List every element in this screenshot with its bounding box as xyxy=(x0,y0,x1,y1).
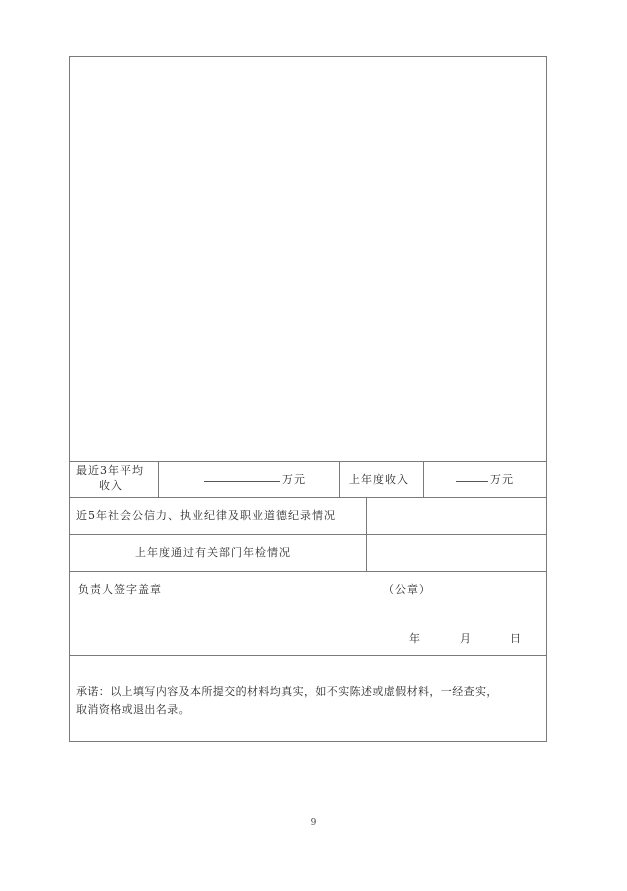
row-divider-signature-top xyxy=(70,571,546,572)
row-divider-credit-top xyxy=(70,497,546,498)
row-divider-inspection-top xyxy=(70,534,546,535)
avg-income-unit: 万元 xyxy=(282,473,306,486)
annual-inspection-label: 上年度通过有关部门年检情况 xyxy=(135,546,291,559)
col-divider-credit-inspection xyxy=(366,497,367,571)
credit-record-label: 近5年社会公信力、执业纪律及职业道德纪录情况 xyxy=(76,509,336,522)
last-year-income-label: 上年度收入 xyxy=(349,473,409,486)
date-year-label: 年 xyxy=(409,632,421,645)
last-year-income-unit: 万元 xyxy=(490,473,514,486)
pledge-text-line2: 取消资格或退出名录。 xyxy=(76,703,190,716)
signature-label: 负责人签字盖章 xyxy=(78,583,162,596)
row-divider-pledge-top xyxy=(70,655,546,656)
col-divider-income-3 xyxy=(423,461,424,497)
last-year-income-blank[interactable] xyxy=(456,481,488,482)
official-seal-label: （公章） xyxy=(383,583,431,596)
col-divider-income-2 xyxy=(339,461,340,497)
pledge-text-line1: 承诺：以上填写内容及本所提交的材料均真实，如不实陈述或虚假材料，一经查实， xyxy=(76,685,498,698)
application-form-table xyxy=(69,56,547,742)
col-divider-income-1 xyxy=(158,461,159,497)
date-month-label: 月 xyxy=(460,632,472,645)
date-day-label: 日 xyxy=(510,632,522,645)
avg-income-label-line2: 收入 xyxy=(99,479,123,492)
page-number: 9 xyxy=(310,818,317,828)
avg-income-blank[interactable] xyxy=(204,481,280,482)
avg-income-label-line1: 最近3年平均 xyxy=(76,464,144,477)
